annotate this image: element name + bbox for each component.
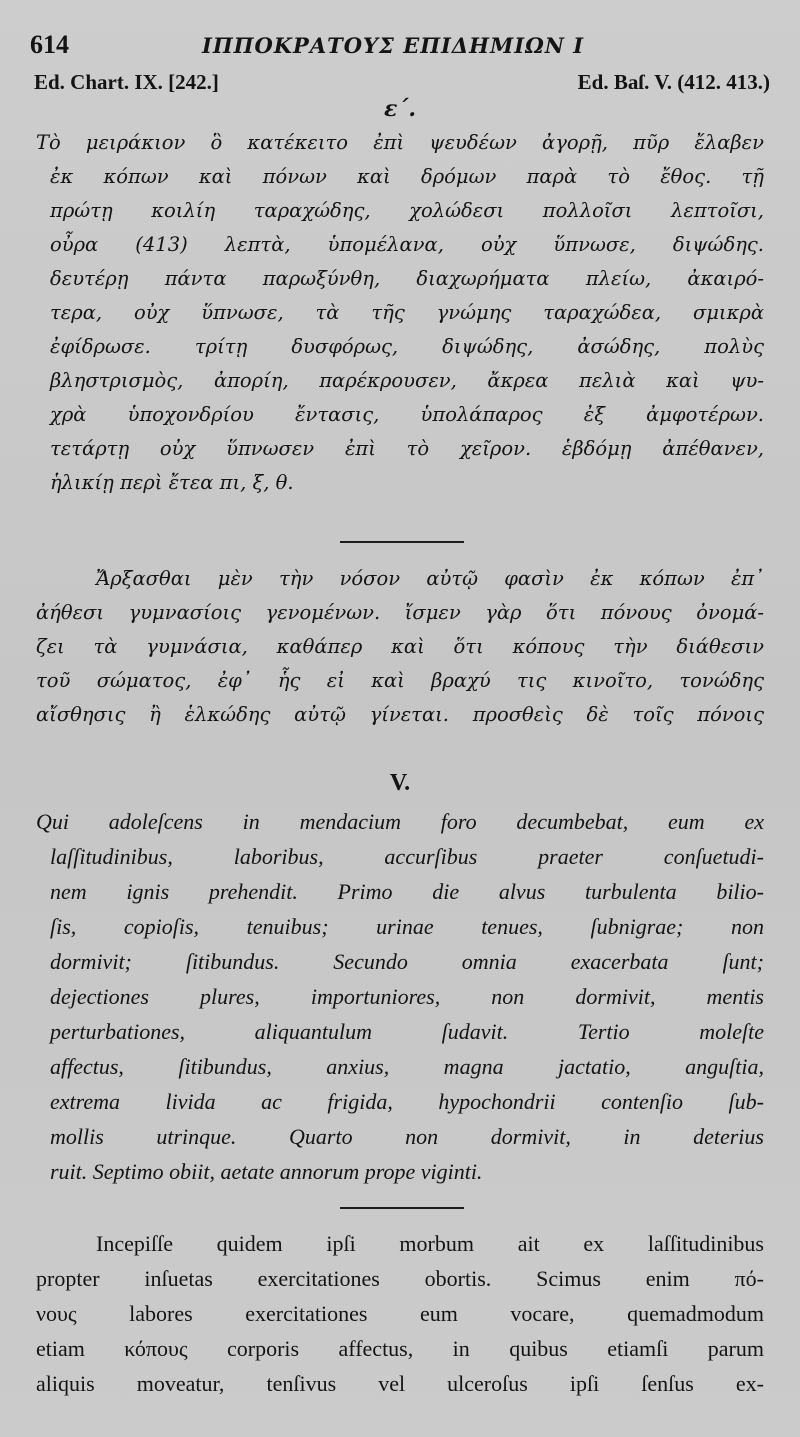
- text-line: τερα, οὐχ ὕπνωσε, τὰ τῆς γνώμης ταραχώδεα, σμικρὰ: [50, 301, 764, 324]
- text-line: βληστρισμὸς, ἀπορίη, παρέκρουσεν, ἄκρεα πελιὰ καὶ ψυ-: [50, 369, 764, 392]
- text-line: τοῦ σώματος, ἐφ᾽ ἧς εἰ καὶ βραχύ τις κινοῖτο, τονώδης: [36, 669, 764, 692]
- text-line: πρώτῃ κοιλίη ταραχώδης, χολώδεσι πολλοῖσι λεπτοῖσι,: [50, 199, 764, 222]
- text-line: extrema livida ac frigida, hypochondrii contenſio ſub-: [50, 1089, 764, 1114]
- greek-commentary-text: [36, 562, 764, 732]
- text-line: affectus, ſitibundus, anxius, magna jactatio, anguſtia,: [50, 1054, 764, 1079]
- text-line: οὖρα (413) λεπτὰ, ὑπομέλανα, οὐχ ὕπνωσε, διψώδης.: [50, 233, 764, 256]
- latin-commentary-text: [36, 1226, 764, 1401]
- running-title: ΙΠΠΟΚΡΑΤΟΥΣ ΕΠΙΔΗΜΙΩΝ Ι: [202, 33, 585, 58]
- text-line: etiam κόπους corporis affectus, in quibus etiamſi parum: [36, 1336, 764, 1361]
- latin-case-text: [36, 804, 764, 1189]
- page-number: 614: [30, 30, 69, 59]
- text-line: dejectiones plures, importuniores, non dormivit, mentis: [50, 984, 764, 1009]
- text-line: ἀήθεσι γυμνασίοις γενομένων. ἴσμεν γὰρ ὅτι πόνους ὀνομά-: [36, 601, 764, 624]
- text-line: ſis, copioſis, tenuibus; urinae tenues, ſubnigrae; non: [50, 914, 764, 939]
- text-line: Qui adoleſcens in mendacium foro decumbebat, eum ex: [36, 809, 764, 834]
- text-line: nem ignis prehendit. Primo die alvus turbulenta bilio-: [50, 879, 764, 904]
- text-line: Ἄρξασθαι μὲν τὴν νόσον αὐτῷ φασὶν ἐκ κόπων ἐπ᾽: [96, 567, 764, 590]
- greek-case-text: [36, 126, 764, 500]
- text-line: perturbationes, aliquantulum ſudavit. Tertio moleſte: [50, 1019, 764, 1044]
- section-divider: [340, 541, 464, 543]
- text-line: ἐκ κόπων καὶ πόνων καὶ δρόμων παρὰ τὸ ἔθος. τῇ: [50, 165, 764, 188]
- latin-section-number: V.: [389, 770, 411, 796]
- greek-section-number: ε΄.: [383, 96, 417, 122]
- text-line: aliquis moveatur, tenſivus vel ulceroſus ipſi ſenſus ex-: [36, 1371, 764, 1396]
- text-line: ζει τὰ γυμνάσια, καθάπερ καὶ ὅτι κόπους τὴν διάθεσιν: [36, 635, 764, 658]
- text-line: δευτέρῃ πάντα παρωξύνθη, διαχωρήματα πλείω, ἀκαιρό-: [50, 267, 764, 290]
- page-header: [30, 30, 776, 60]
- edition-reference-left: Ed. Chart. IX. [242.]: [34, 70, 219, 94]
- text-line: Τὸ μειράκιον ὃ κατέκειτο ἐπὶ ψευδέων ἀγορῇ, πῦρ ἔλαβεν: [36, 131, 764, 154]
- section-divider: [340, 1207, 464, 1209]
- text-line: αἴσθησις ἢ ἑλκώδης αὐτῷ γίνεται. προσθεὶς δὲ τοῖς πόνοις: [36, 703, 764, 726]
- text-line: ἡλικίῃ περὶ ἔτεα πι, ξ, θ.: [50, 471, 294, 494]
- text-line: νους labores exercitationes eum vocare, quemadmodum: [36, 1301, 764, 1326]
- text-line: ruit. Septimo obiit, aetate annorum prope viginti.: [50, 1159, 483, 1184]
- text-line: χρὰ ὑποχονδρίου ἔντασις, ὑπολάπαρος ἐξ ἀμφοτέρων.: [50, 403, 764, 426]
- text-line: dormivit; ſitibundus. Secundo omnia exacerbata ſunt;: [50, 949, 764, 974]
- text-line: ἐφίδρωσε. τρίτῃ δυσφόρως, διψώδης, ἀσώδης, πολὺς: [50, 335, 764, 358]
- text-line: Incepiſſe quidem ipſi morbum ait ex laſſitudinibus: [96, 1231, 764, 1256]
- edition-references: [34, 70, 770, 95]
- text-line: laſſitudinibus, laboribus, accurſibus praeter conſuetudi-: [50, 844, 764, 869]
- text-line: propter inſuetas exercitationes obortis. Scimus enim πό-: [36, 1266, 764, 1291]
- text-line: mollis utrinque. Quarto non dormivit, in deterius: [50, 1124, 764, 1149]
- edition-reference-right: Ed. Baſ. V. (412. 413.): [577, 70, 770, 94]
- text-line: τετάρτῃ οὐχ ὕπνωσεν ἐπὶ τὸ χεῖρον. ἑβδόμῃ ἀπέθανεν,: [50, 437, 764, 460]
